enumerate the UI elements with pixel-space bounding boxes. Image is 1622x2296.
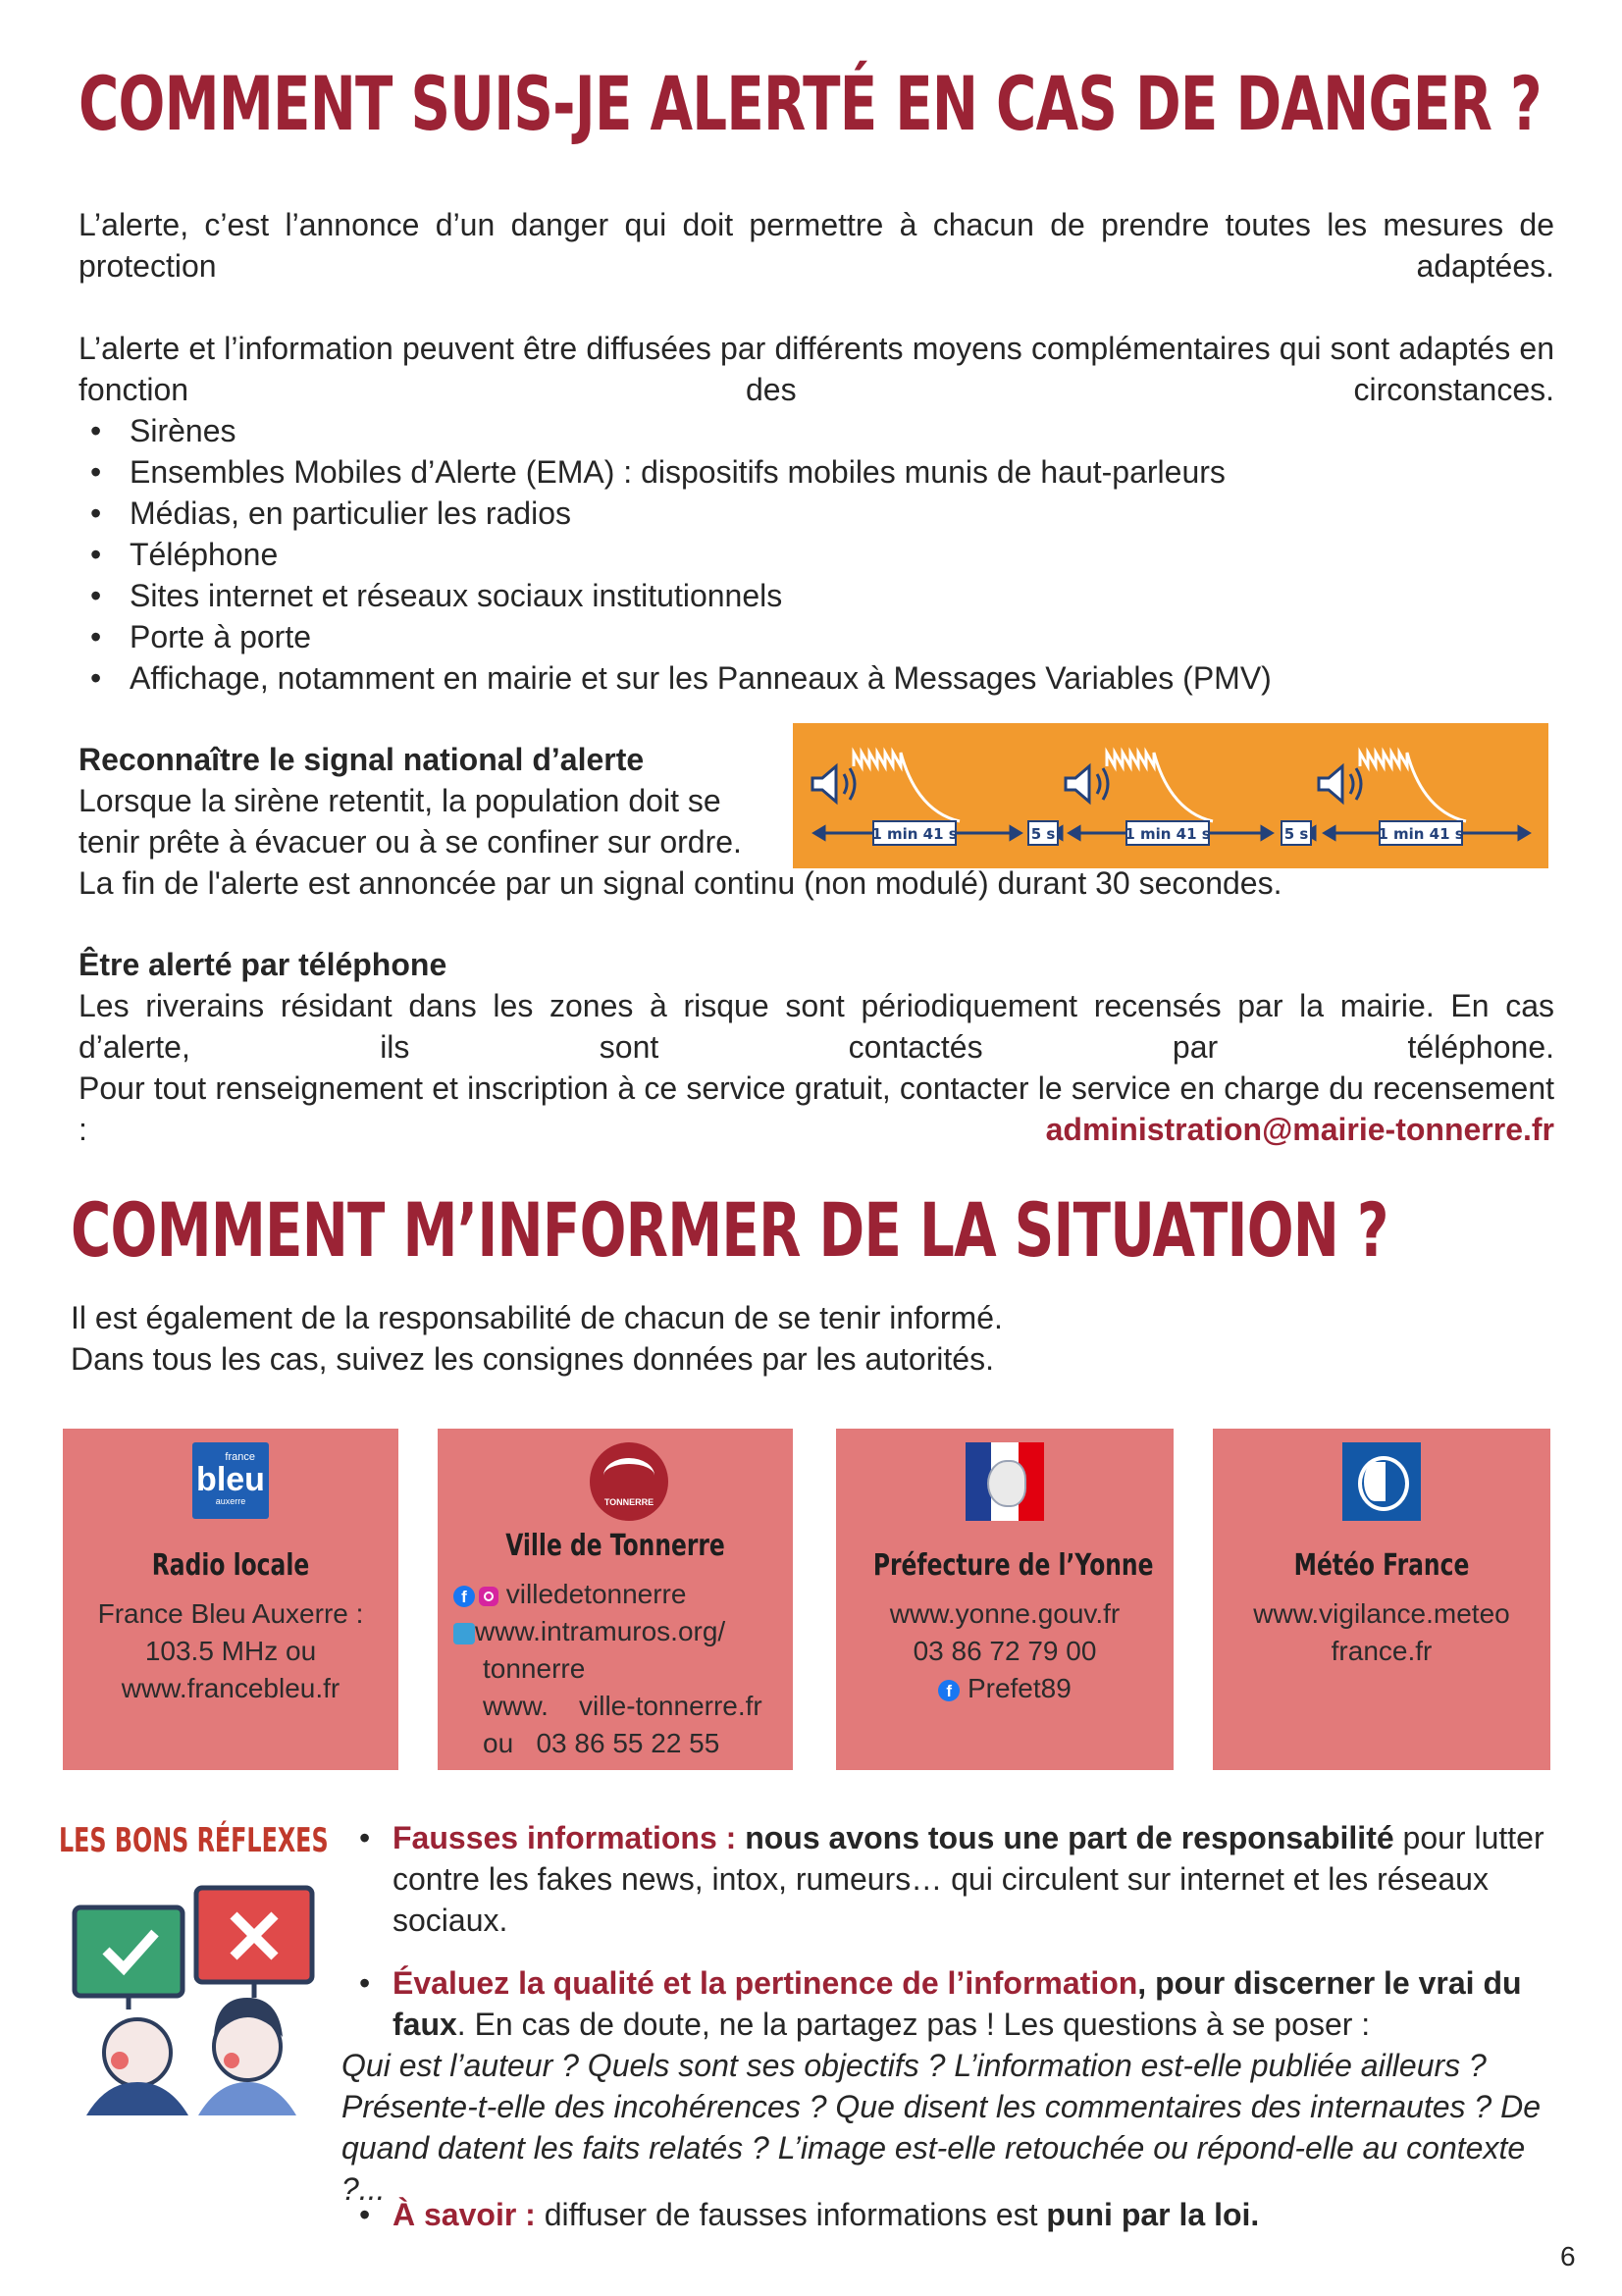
card-ville-tonnerre (438, 1429, 793, 1770)
card-title: Ville de Tonnerre (505, 1529, 725, 1563)
france-bleu-logo (192, 1442, 269, 1519)
list-item: • Affichage, notamment en mairie et sur les Panneaux à Messages Variables (PMV) (78, 657, 1554, 699)
signal-line-2: tenir prête à évacuer ou à se confiner sur ordre. (78, 824, 742, 860)
page-number: 6 (1560, 2241, 1576, 2271)
reflexes-illustration (67, 1880, 322, 2115)
signal-line-1: Lorsque la sirène retentit, la population doit se (78, 783, 721, 818)
list-item: • Médias, en particulier les radios (78, 493, 1554, 534)
marianne-logo (966, 1442, 1044, 1521)
intramuros-link[interactable]: www.intramuros.org/ (475, 1616, 726, 1646)
reflex-bold: , pour discerner le vrai du faux (392, 1965, 1522, 2042)
tonnerre-logo-text: TONNERRE (603, 1497, 654, 1507)
reflex-item-fake-news (359, 1817, 1590, 1941)
person-left-head (104, 2019, 171, 2086)
reflex-text: pour lutter contre les fakes news, intox, rumeurs… qui circulent sur internet et les réseaux sociaux. (392, 1820, 1544, 1938)
reflex-item-law (359, 2194, 1590, 2235)
means-intro-block (78, 328, 1554, 699)
card-radio-locale (63, 1429, 398, 1770)
logo-top-text: france (225, 1451, 255, 1463)
speaker-icon (1319, 766, 1361, 802)
phone-heading: Être alerté par téléphone (78, 947, 447, 982)
speaker-icon (812, 766, 855, 802)
card-line: 103.5 MHz ou (144, 1636, 317, 1666)
card-link-yonne[interactable]: www.yonne.gouv.fr (889, 1598, 1121, 1629)
speaker-icon (1066, 766, 1108, 802)
social-line (453, 1576, 762, 1613)
intramuros-line (453, 1613, 762, 1650)
logo-main-text: bleu (196, 1461, 265, 1498)
reflex-text: diffuser de fausses informations est (535, 2197, 1047, 2232)
list-item: • Ensembles Mobiles d’Alerte (EMA) : dispositifs mobiles munis de haut-parleurs (78, 451, 1554, 493)
reflexes-heading: LES BONS RÉFLEXES (59, 1821, 329, 1860)
contact-email-link[interactable]: administration@mairie-tonnerre.fr (1045, 1112, 1554, 1147)
card-link-ville-tonnerre[interactable]: www. ville-tonnerre.fr (483, 1691, 762, 1721)
prefet-line (836, 1670, 1174, 1707)
list-item: • Sites internet et réseaux sociaux institutionnels (78, 575, 1554, 616)
info-line-2: Dans tous les cas, suivez les consignes données par les autorités. (71, 1341, 994, 1377)
facebook-icon: f (453, 1586, 475, 1607)
check-screen (75, 1907, 183, 1996)
phone-contact (78, 1068, 1554, 1150)
means-list (78, 410, 1554, 699)
intramuros-icon (453, 1623, 475, 1644)
card-link-meteo-cont[interactable]: france.fr (1331, 1636, 1433, 1666)
list-item: • Porte à porte (78, 616, 1554, 657)
signal-line-3: La fin de l'alerte est annoncée par un signal continu (non modulé) durant 30 secondes. (78, 865, 1282, 901)
card-title: Météo France (1293, 1548, 1470, 1583)
logo-sub-text: auxerre (215, 1496, 246, 1506)
facebook-icon: f (938, 1680, 960, 1701)
section2-title: COMMENT M’INFORMER DE LA SITUATION ? (71, 1186, 1388, 1274)
card-line-phone: ou 03 86 55 22 55 (483, 1728, 720, 1758)
duration-label: 1 min 41 s (871, 825, 958, 843)
siren-signal-graphic (793, 723, 1548, 868)
instagram-icon (479, 1587, 498, 1606)
duration-label: 1 min 41 s (1125, 825, 1211, 843)
siren-signal-diagram (793, 723, 1548, 868)
reflex-questions: Qui est l’auteur ? Quels sont ses objectifs ? L’information est-elle publiée ailleurs ? Présente-t-elle des incohérences ? Que disent les commentaires des internautes ? De quand datent les faits relatés ? L’image est-elle retouchée ou répond-elle au contexte ?... (341, 2048, 1541, 2207)
reflex-bold: nous avons tous une part de responsabilité (736, 1820, 1394, 1855)
card-meteo-france (1213, 1429, 1550, 1770)
card-title: Préfecture de l’Yonne (872, 1548, 1154, 1583)
list-item: • Sirènes (78, 410, 1554, 451)
card-body (836, 1595, 1174, 1707)
card-line: France Bleu Auxerre : (97, 1598, 364, 1629)
reflex-label: Fausses informations : (392, 1820, 737, 1855)
card-link-francebleu[interactable]: www.francebleu.fr (121, 1673, 340, 1703)
gap-label: 5 s (1030, 825, 1056, 843)
section1-title: COMMENT SUIS-JE ALERTÉ EN CAS DE DANGER ? (78, 60, 1542, 147)
tonnerre-arc-shape (603, 1458, 654, 1493)
card-title: Radio locale (151, 1548, 310, 1583)
person-left-body (86, 2082, 188, 2115)
reflex-item-evaluate (359, 1962, 1590, 2045)
card-body (1213, 1595, 1550, 1670)
card-body (453, 1576, 762, 1762)
reflex-bold: puni par la loi. (1046, 2197, 1260, 2232)
person-right-body (198, 2082, 296, 2115)
card-body (63, 1595, 398, 1707)
phone-contact-prefix: Pour tout renseignement et inscription à ce service gratuit, contacter le service en charge du recensement : (78, 1070, 1554, 1147)
card-line: tonnerre (483, 1653, 586, 1684)
card-line-phone: 03 86 72 79 00 (913, 1636, 1097, 1666)
gap-label: 5 s (1283, 825, 1309, 843)
duration-label: 1 min 41 s (1378, 825, 1464, 843)
alert-intro: L’alerte, c’est l’annonce d’un danger qui doit permettre à chacun de prendre toutes les mesures de protection adaptées. (78, 207, 1554, 284)
meteo-france-logo (1342, 1442, 1421, 1521)
reflex-label: À savoir : (392, 2197, 536, 2232)
means-intro: L’alerte et l’information peuvent être diffusées par différents moyens complémentaires qui sont adaptés en fonction des circonstances. (78, 331, 1554, 407)
list-item: • Téléphone (78, 534, 1554, 575)
social-handle[interactable]: villedetonnerre (505, 1579, 687, 1609)
tonnerre-logo (590, 1442, 668, 1521)
card-prefecture-yonne (836, 1429, 1174, 1770)
reflex-label: Évaluez la qualité et la pertinence de l’information (392, 1965, 1138, 2001)
card-link-meteo[interactable]: www.vigilance.meteo (1253, 1598, 1510, 1629)
phone-text: Les riverains résidant dans les zones à risque sont périodiquement recensés par la mairie. En cas d’alerte, ils sont contactés par téléphone. (78, 988, 1554, 1065)
prefet-handle[interactable]: Prefet89 (967, 1673, 1072, 1703)
info-line-1: Il est également de la responsabilité de chacun de se tenir informé. (71, 1300, 1003, 1335)
reflex-text: . En cas de doute, ne la partagez pas ! Les questions à se poser : (456, 2007, 1371, 2042)
signal-heading: Reconnaître le signal national d’alerte (78, 742, 645, 777)
